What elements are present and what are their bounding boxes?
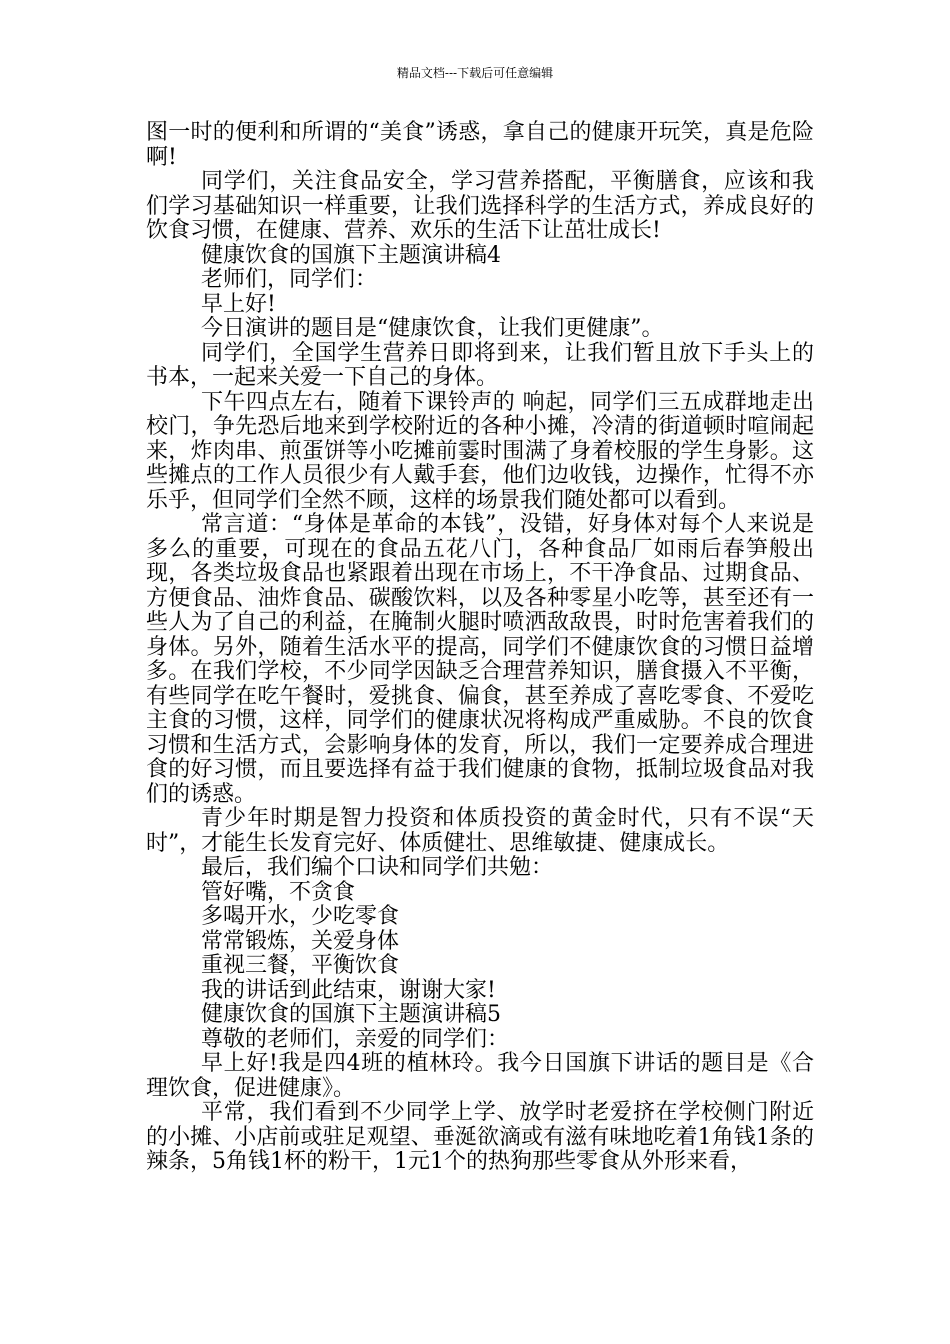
paragraph: 多喝开水，少吃零食 — [201, 904, 400, 929]
paragraph: 同学们，全国学生营养日即将到来，让我们暂且放下手头上的书本，一起来关爱一下自己的身体。 — [146, 340, 814, 390]
paragraph: 重视三餐，平衡饮食 — [201, 953, 400, 978]
document-body — [146, 121, 814, 1175]
paragraph: 健康饮食的国旗下主题演讲稿4 — [201, 242, 501, 268]
paragraph: 下午四点左右，随着下课铃声的 响起，同学们三五成群地走出校门，争先恐后地来到学校附近的各种小摊，冷清的街道顿时喧闹起来，炸肉串、煎蛋饼等小吃摊前霎时围满了身着校服的学生身影。这些摊点的工作人员很少有人戴手套，他们边收钱，边操作，忙得不亦乐乎，但同学们全然不顾，这样的场景我们随处都可以看到。 — [146, 389, 814, 513]
paragraph: 健康饮食的国旗下主题演讲稿5 — [201, 1002, 501, 1027]
paragraph: 老师们，同学们： — [201, 267, 378, 292]
paragraph: 常言道：“身体是革命的本钱”，没错，好身体对每个人来说是多么的重要，可现在的食品五花八门，各种食品厂如雨后春笋般出现，各类垃圾食品也紧跟着出现在市场上，不干净食品、过期食品、方便食品、油炸食品、碳酸饮料，以及各种零星小吃等，甚至还有一些人为了自己的利益，在腌制火腿时喷洒敌敌畏，时时危害着我们的身体。另外，随着生活水平的提高，同学们不健康饮食的习惯日益增多。在我们学校，不少同学因缺乏合理营养知识，膳食摄入不平衡，有些同学在吃午餐时，爱挑食、偏食，甚至养成了喜吃零食、不爱吃主食的习惯，这样，同学们的健康状况将构成严重威胁。不良的饮食习惯和生活方式，会影响身体的发育，所以，我们一定要养成合理进食的好习惯，而且要选择有益于我们健康的食物，抵制垃圾食品对我们的诱惑。 — [146, 512, 814, 807]
paragraph: 今日演讲的题目是“健康饮食，让我们更健康”。 — [201, 316, 664, 341]
paragraph: 常常锻炼，关爱身体 — [201, 928, 400, 954]
paragraph: 早上好! — [201, 291, 276, 317]
page-header: 精品文档---下载后可任意编辑 — [396, 66, 554, 80]
paragraph: 同学们，关注食品安全，学习营养搭配，平衡膳食，应该和我们学习基础知识一样重要，让我们选择科学的生活方式，养成良好的饮食习惯，在健康、营养、欢乐的生活下让茁壮成长! — [146, 169, 814, 243]
paragraph: 早上好!我是四4班的植林玲。我今日国旗下讲话的题目是《合理饮食，促进健康》。 — [146, 1051, 814, 1101]
paragraph: 我的讲话到此结束，谢谢大家! — [201, 977, 496, 1003]
paragraph: 青少年时期是智力投资和体质投资的黄金时代，只有不误“天时”，才能生长发育完好、体质健壮、思维敏捷、健康成长。 — [146, 806, 814, 856]
paragraph: 平常，我们看到不少同学上学、放学时老爱挤在学校侧门附近的小摊、小店前或驻足观望、垂涎欲滴或有滋有味地吃着1角钱1条的辣条，5角钱1杯的粉干，1元1个的热狗那些零食从外形来看， — [146, 1100, 814, 1174]
paragraph: 管好嘴，不贪食 — [201, 879, 356, 905]
paragraph: 尊敬的老师们，亲爱的同学们： — [201, 1026, 510, 1052]
paragraph: 最后，我们编个口诀和同学们共勉： — [201, 855, 554, 880]
paragraph: 图一时的便利和所谓的“美食”诱惑，拿自己的健康开玩笑，真是危险啊! — [146, 120, 814, 170]
